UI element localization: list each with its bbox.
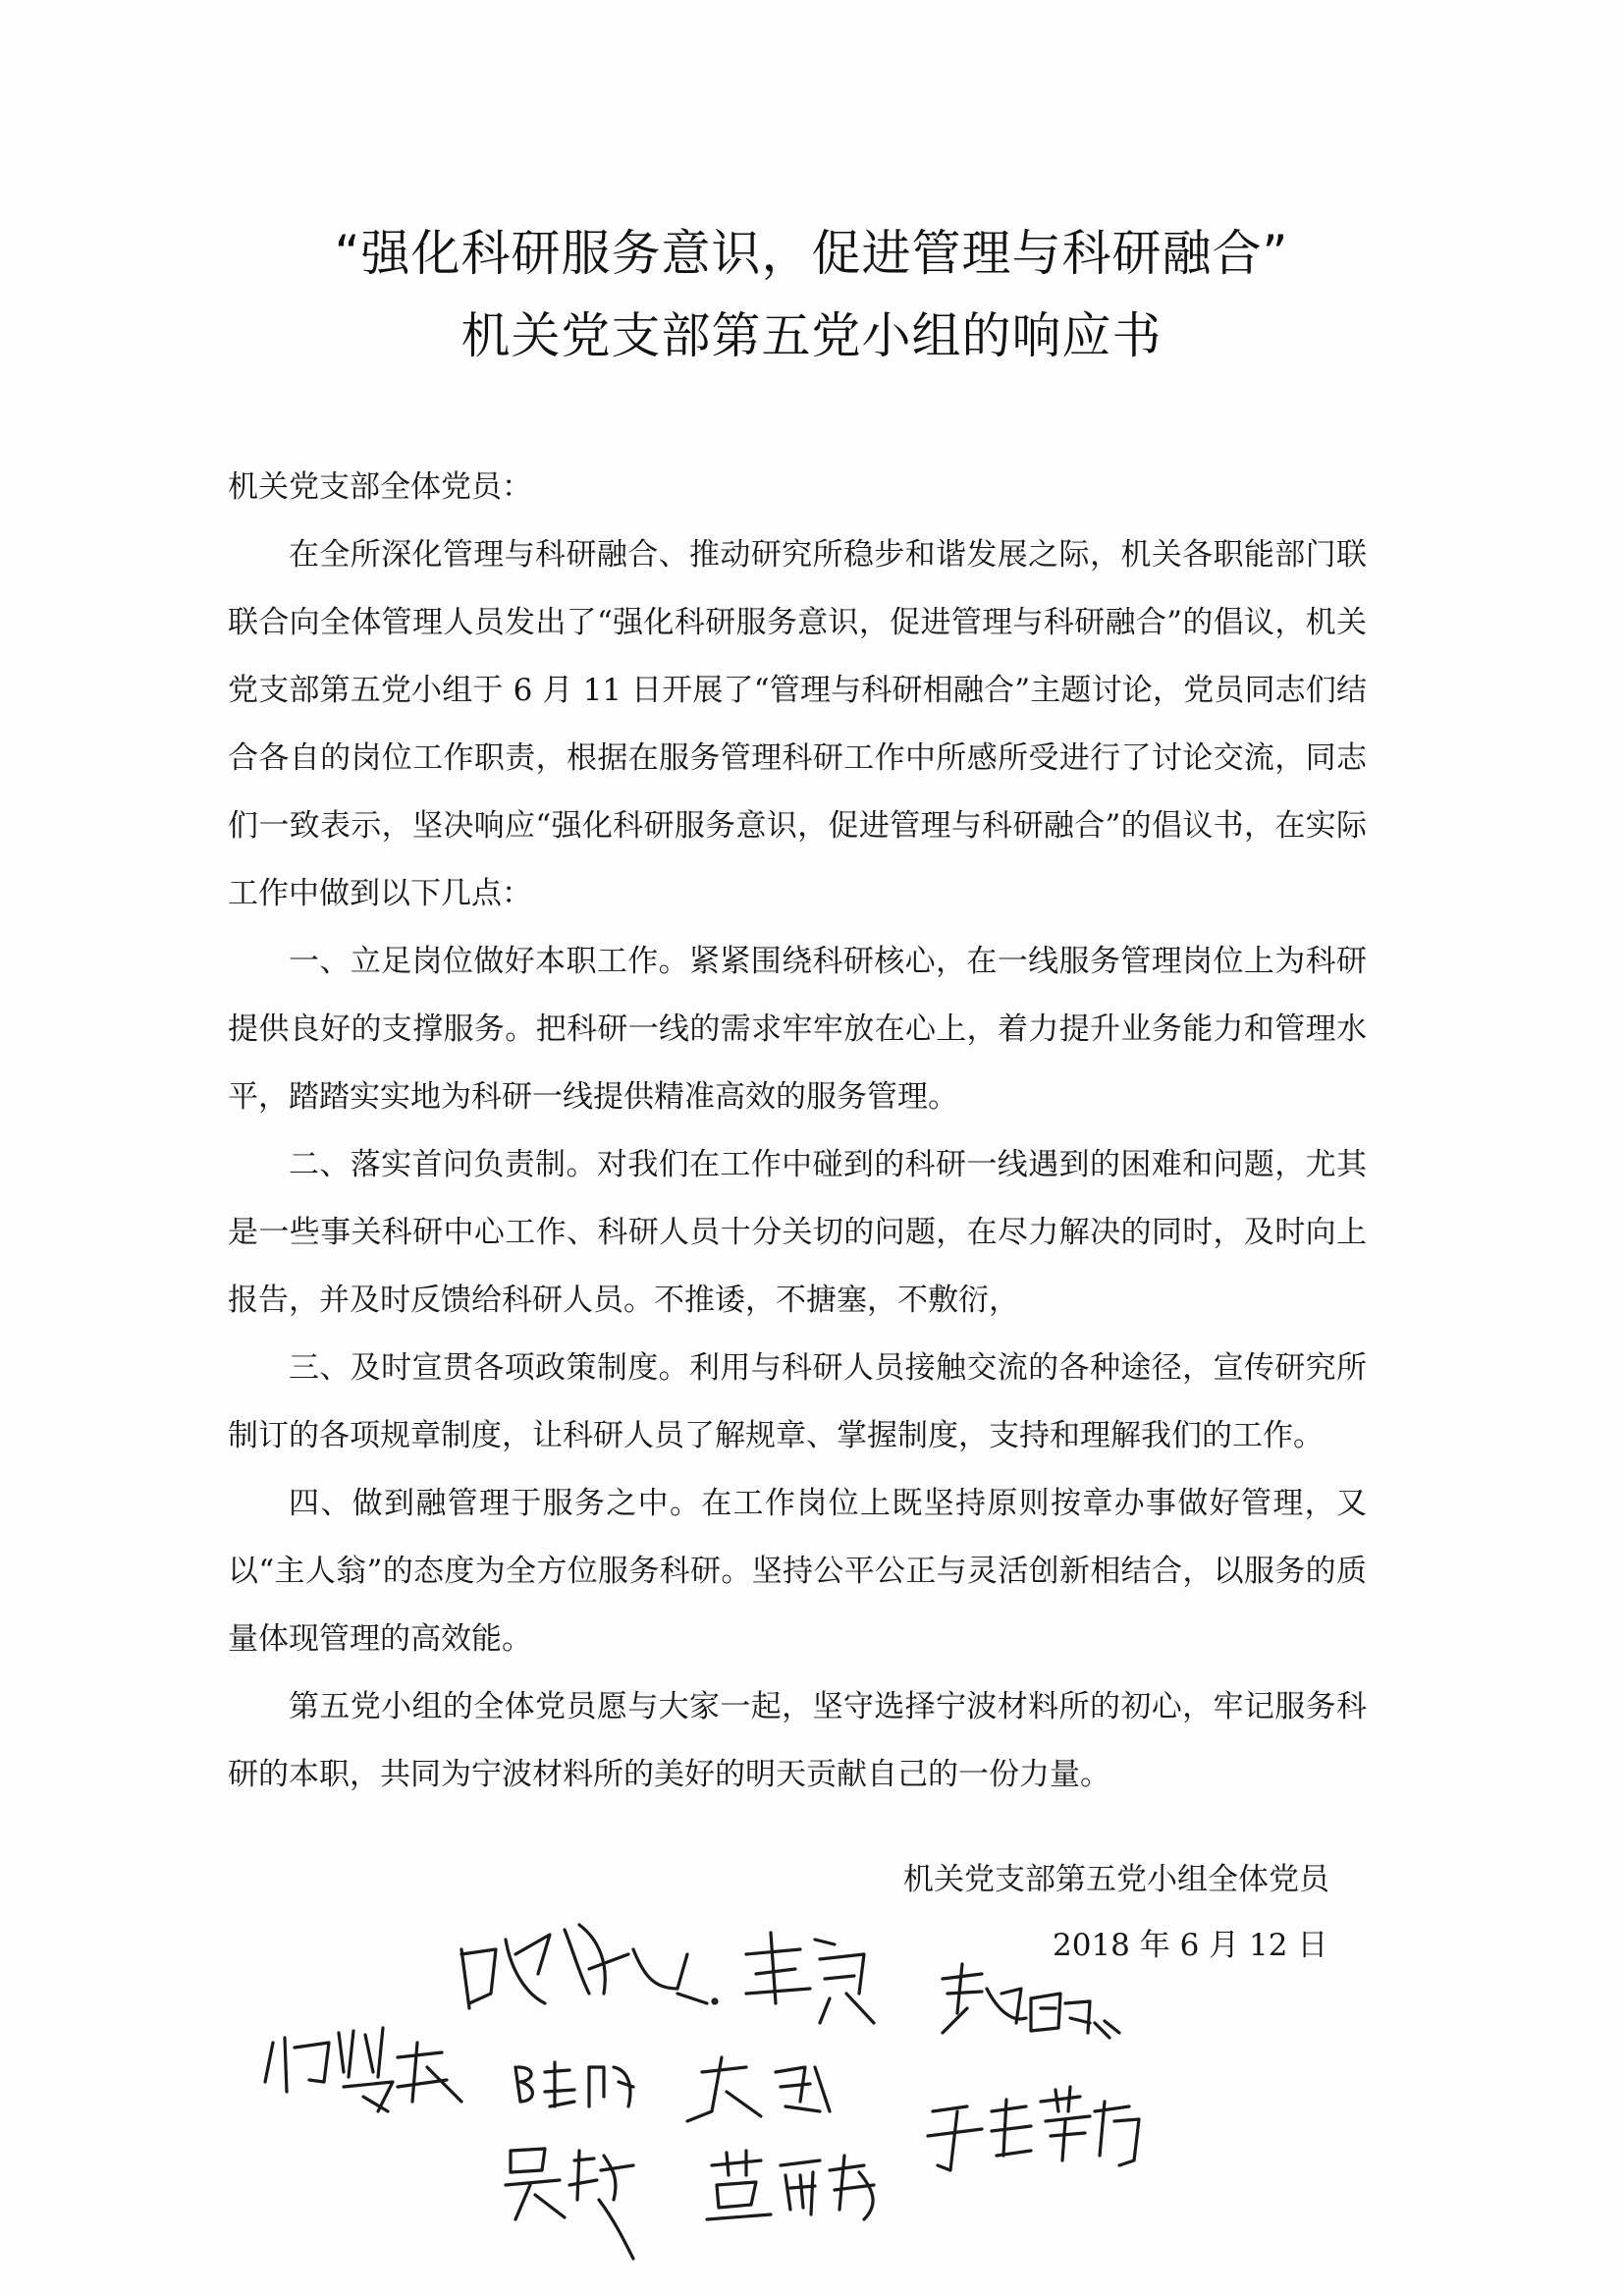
signature-he-mengjie — [265, 2028, 461, 2111]
signature-top-left — [461, 1925, 717, 2008]
paragraph-point-2: 二、落实首问负责制。对我们在工作中碰到的科研一线遇到的困难和问题，尤其是一些事关科研中心工作、科研人员十分关切的问题，在尽力解决的同时，及时向上报告，并及时反馈给科研人员。不推诿，不搪塞，不敷衍， — [228, 1147, 1367, 1318]
signature-chen-fan — [515, 2062, 633, 2106]
signature-right-bottom — [928, 2087, 1139, 2170]
signature-mo-lijuan — [707, 2151, 874, 2219]
paragraph-closing: 第五党小组的全体党员愿与大家一起，坚守选择宁波材料所的初心，牢记服务科研的本职，共同为宁波材料所的美好的明天贡献自己的一份力量。 — [228, 1689, 1367, 1792]
document-title-line-2: 机关党支部第五党小组的响应书 — [460, 307, 1163, 364]
signature-date: 2018 年 6 月 12 日 — [1053, 1928, 1328, 1963]
paragraph-point-3: 三、及时宣贯各项政策制度。利用与科研人员接触交流的各种途径，宣传研究所制订的各项规章制度，让科研人员了解规章、掌握制度，支持和理解我们的工作。 — [228, 1350, 1367, 1453]
signature-middle — [687, 2057, 830, 2121]
signatory-organization: 机关党支部第五党小组全体党员 — [903, 1862, 1329, 1897]
document-title-line-1: “强化科研服务意识，促进管理与科研融合” — [334, 225, 1289, 282]
signature-right-top — [943, 1964, 1119, 2038]
signature-wu-bin — [506, 2149, 633, 2259]
document-body — [228, 454, 1367, 1809]
paragraph-intro: 在全所深化管理与科研融合、推动研究所稳步和谐发展之际，机关各职能部门联联合向全体管理人员发出了“强化科研服务意识，促进管理与科研融合”的倡议，机关党支部第五党小组于 6 月 11 日开展了“管理与科研相融合”主题讨论，党员同志们结合各自的岗位工作职责，根据在服务管理科研工作中所感所受进行了讨论交流，同志们一致表示，坚决响应“强化科研服务意识，促进管理与科研融合”的倡议书，在实际工作中做到以下几点： — [228, 537, 1367, 911]
paragraph-point-1: 一、立足岗位做好本职工作。紧紧围绕科研核心，在一线服务管理岗位上为科研提供良好的支撑服务。把科研一线的需求牢牢放在心上，着力提升业务能力和管理水平，踏踏实实地为科研一线提供精准高效的服务管理。 — [228, 944, 1367, 1115]
paragraph-point-4: 四、做到融管理于服务之中。在工作岗位上既坚持原则按章办事做好管理，又以“主人翁”的态度为全方位服务科研。坚持公平公正与灵活创新相结合，以服务的质量体现管理的高效能。 — [228, 1486, 1367, 1657]
signature-li-liang — [746, 1933, 874, 2023]
salutation: 机关党支部全体党员： — [228, 469, 532, 505]
